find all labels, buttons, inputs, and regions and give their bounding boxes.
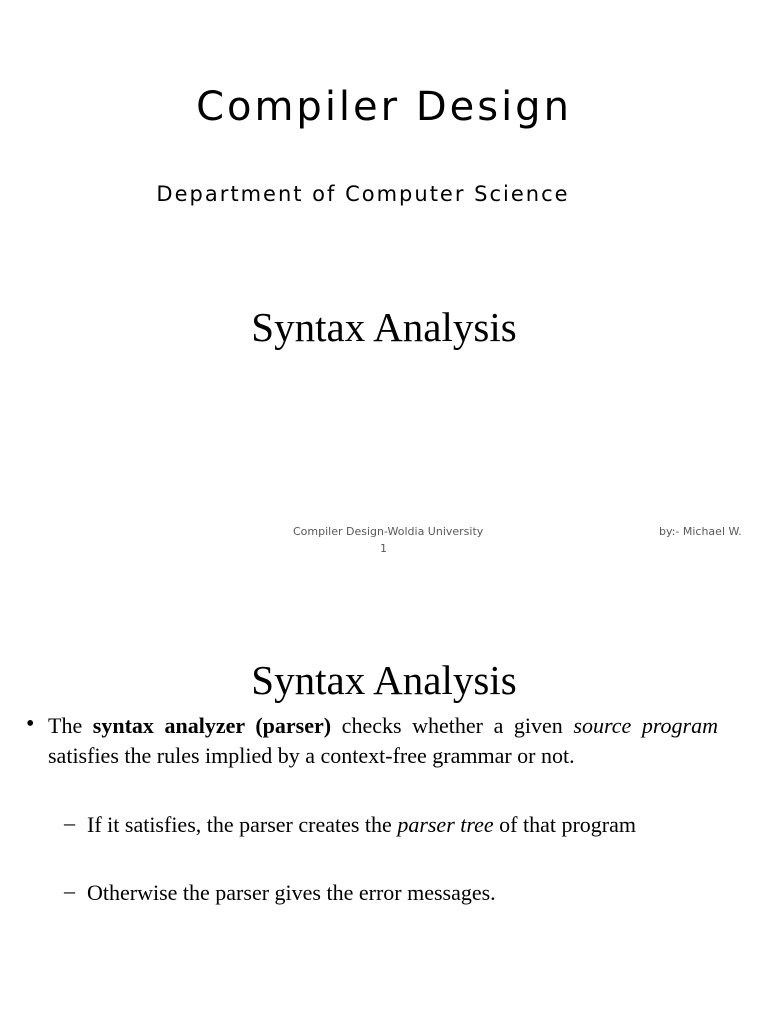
slide-title: Syntax Analysis [251,657,517,703]
bullet-bold-term: syntax analyzer (parser) [92,713,332,738]
bullet-marker: • [26,711,35,737]
footer-author: by:- Michael W. [659,525,742,538]
course-title: Compiler Design [196,84,572,130]
bullet-text-part: satisfies the rules implied by a context-free grammar or not. [48,743,575,768]
page-number: 1 [380,542,387,555]
department-subtitle: Department of Computer Science [156,182,570,206]
sub-bullet-marker: – [64,878,75,903]
sub-bullet-item [87,810,718,840]
bullet-text-part: The [48,713,93,738]
sub-bullet-item: Otherwise the parser gives the error messages. [87,880,496,905]
sub-bullet-marker: – [64,810,75,835]
sub-bullet-text-part: of that program [493,812,637,837]
slide-2 [0,580,768,1024]
footer-course-university: Compiler Design-Woldia University [293,525,484,538]
topic-title: Syntax Analysis [251,304,517,350]
bullet-text-part: checks whether a given [331,713,574,738]
bullet-paragraph [48,711,718,771]
sub-bullet-text-part: If it satisfies, the parser creates the [87,812,398,837]
bullet-italic-term: source program [573,713,719,738]
sub-bullet-italic-term: parser tree [397,812,494,837]
